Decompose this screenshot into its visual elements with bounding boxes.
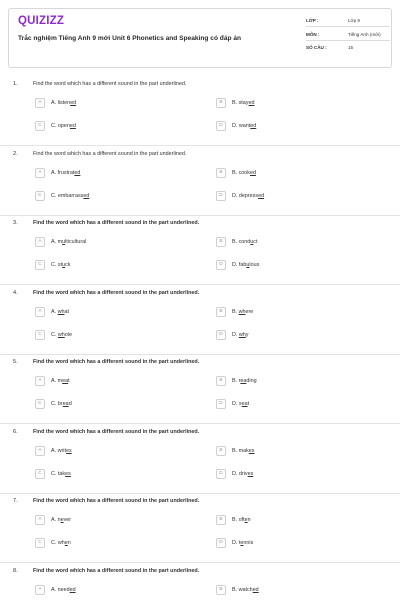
option-d[interactable] xyxy=(216,330,386,342)
option-letter-box: C xyxy=(35,191,45,201)
option-text-part: watch xyxy=(238,586,253,593)
option-b[interactable] xyxy=(216,237,386,249)
option-label xyxy=(232,309,253,315)
option-label xyxy=(51,587,76,593)
option-letter-box: C xyxy=(35,260,45,270)
option-text-part: C. xyxy=(51,539,58,546)
option-letter-box: A xyxy=(35,237,45,247)
option-text-part: B. xyxy=(232,308,239,315)
option-letter-box: A xyxy=(35,376,45,386)
option-text-part: D. xyxy=(232,122,239,129)
option-text-part: cook xyxy=(238,169,250,176)
question-text: Find the word which has a different sound in the part underlined. xyxy=(33,151,187,157)
option-text-part: A. xyxy=(51,99,58,106)
option-label xyxy=(232,540,253,546)
underlined-part: ed xyxy=(258,192,265,199)
option-label xyxy=(51,123,76,129)
underlined-part: ed xyxy=(249,169,256,176)
option-label xyxy=(232,448,254,454)
underlined-part: u xyxy=(250,238,254,245)
question-text: Find the word which has a different sound in the part underlined. xyxy=(33,568,200,574)
option-letter-box: D xyxy=(216,330,226,340)
option-text-part: C. xyxy=(51,122,58,129)
option-letter-box: B xyxy=(216,515,226,525)
option-text-part: D. xyxy=(232,261,239,268)
underlined-part: es xyxy=(65,447,72,454)
underlined-part: es xyxy=(248,447,255,454)
option-text-part: open xyxy=(57,122,70,129)
option-c[interactable] xyxy=(35,538,205,550)
option-text-part: t xyxy=(68,377,70,384)
option-d[interactable] xyxy=(216,469,386,481)
option-c[interactable] xyxy=(35,121,205,133)
option-text-part: listen xyxy=(57,99,71,106)
option-text-part: nnis xyxy=(243,539,254,546)
underlined-part: ed xyxy=(70,99,77,106)
option-label xyxy=(51,309,69,315)
option-text-part: C. xyxy=(51,331,58,338)
option-b[interactable] xyxy=(216,446,386,458)
option-text-part: ere xyxy=(245,308,254,315)
option-text-part: lticultural xyxy=(65,238,87,245)
option-b[interactable] xyxy=(216,376,386,388)
option-label xyxy=(232,378,257,384)
question-1 xyxy=(0,81,400,151)
underlined-part: ed xyxy=(69,586,76,593)
option-text-part: C. xyxy=(51,470,58,477)
question-7 xyxy=(0,498,400,568)
option-a[interactable] xyxy=(35,307,205,319)
question-number: 6. xyxy=(13,429,18,435)
option-text-part: B. xyxy=(232,238,239,245)
worksheet-title: Trắc nghiệm Tiếng Anh 9 mới Unit 6 Phonetics and Speaking có đáp án xyxy=(18,35,242,42)
option-letter-box: C xyxy=(35,330,45,340)
option-text-part: n xyxy=(67,539,71,546)
underlined-part: ea xyxy=(241,400,248,407)
meta-value: Tiếng Anh (mới) xyxy=(348,31,381,37)
option-label xyxy=(51,401,72,407)
question-5 xyxy=(0,359,400,429)
option-letter-box: B xyxy=(216,168,226,178)
option-text-part: m xyxy=(57,238,63,245)
option-label xyxy=(232,471,253,477)
underlined-part: e xyxy=(60,516,64,523)
option-label xyxy=(232,170,256,176)
meta-value: 15 xyxy=(348,45,354,50)
option-letter-box: A xyxy=(35,446,45,456)
option-c[interactable] xyxy=(35,191,205,203)
option-label xyxy=(232,239,258,245)
option-letter-box: C xyxy=(35,538,45,548)
question-2 xyxy=(0,151,400,221)
option-text-part: s xyxy=(238,400,242,407)
question-8 xyxy=(0,568,400,600)
option-text-part: y xyxy=(245,331,249,338)
option-d[interactable] xyxy=(216,121,386,133)
underlined-part: ed xyxy=(252,586,259,593)
option-letter-box: D xyxy=(216,260,226,270)
question-text: Find the word which has a different sound in the part underlined. xyxy=(33,81,187,87)
option-text-part: ver xyxy=(63,516,72,523)
question-number: 7. xyxy=(13,498,18,504)
option-text-part: B. xyxy=(232,516,239,523)
underlined-part: u xyxy=(62,238,66,245)
question-divider xyxy=(0,493,400,494)
option-a[interactable] xyxy=(35,585,205,597)
underlined-part: ed xyxy=(83,192,90,199)
meta-value: Lớp 9 xyxy=(348,18,360,23)
option-letter-box: D xyxy=(216,191,226,201)
option-text-part: D. xyxy=(232,470,239,477)
question-text: Find the word which has a different sound in the part underlined. xyxy=(33,290,200,296)
option-label xyxy=(51,170,80,176)
option-label xyxy=(232,587,259,593)
option-text-part: d xyxy=(68,400,72,407)
quizizz-logo: QUIZIZZ xyxy=(18,15,65,27)
option-letter-box: D xyxy=(216,538,226,548)
option-letter-box: A xyxy=(35,307,45,317)
option-text-part: B. xyxy=(232,586,239,593)
option-a[interactable] xyxy=(35,168,205,180)
option-text-part: D. xyxy=(232,400,239,407)
meta-key: SỐ CÂU : xyxy=(306,45,327,50)
option-text-part: A. xyxy=(51,516,58,523)
option-text-part: oft xyxy=(238,516,245,523)
option-a[interactable] xyxy=(35,515,205,527)
question-number: 1. xyxy=(13,81,18,87)
question-text: Find the word which has a different sound in the part underlined. xyxy=(33,359,200,365)
question-number: 2. xyxy=(13,151,18,157)
option-text-part: n xyxy=(57,516,61,523)
option-letter-box: D xyxy=(216,399,226,409)
option-text-part: t xyxy=(238,539,241,546)
underlined-part: ed xyxy=(250,122,257,129)
option-a[interactable] xyxy=(35,446,205,458)
option-d[interactable] xyxy=(216,399,386,411)
option-text-part: wh xyxy=(57,539,65,546)
question-text: Find the word which has a different sound in the part underlined. xyxy=(33,429,200,435)
option-text-part: B. xyxy=(232,169,239,176)
option-text-part: st xyxy=(57,261,63,268)
option-letter-box: C xyxy=(35,399,45,409)
question-number: 4. xyxy=(13,290,18,296)
underlined-part: e xyxy=(240,539,244,546)
option-text-part: lous xyxy=(249,261,260,268)
option-text-part: depress xyxy=(238,192,259,199)
option-label xyxy=(232,100,254,106)
option-c[interactable] xyxy=(35,469,205,481)
option-d[interactable] xyxy=(216,538,386,550)
option-text-part: D. xyxy=(232,331,239,338)
option-letter-box: C xyxy=(35,469,45,479)
underlined-part: wh xyxy=(238,308,246,315)
option-label xyxy=(51,471,71,477)
option-label xyxy=(51,332,72,338)
option-text-part: C. xyxy=(51,400,58,407)
option-b[interactable] xyxy=(216,307,386,319)
option-text-part: D. xyxy=(232,539,239,546)
option-text-part: A. xyxy=(51,377,58,384)
meta-key: MÔN : xyxy=(306,31,320,37)
underlined-part: e xyxy=(64,539,68,546)
option-letter-box: B xyxy=(216,98,226,108)
meta-divider xyxy=(306,26,390,27)
option-text-part: embarrass xyxy=(57,192,84,199)
option-text-part: m xyxy=(57,377,63,384)
option-text-part: r xyxy=(238,377,241,384)
option-text-part: frustrat xyxy=(57,169,75,176)
question-divider xyxy=(0,562,400,563)
option-text-part: ct xyxy=(253,238,258,245)
option-letter-box: B xyxy=(216,237,226,247)
option-label xyxy=(51,239,86,245)
option-label xyxy=(51,262,70,268)
option-text-part: A. xyxy=(51,586,58,593)
option-b[interactable] xyxy=(216,515,386,527)
option-text-part: need xyxy=(57,586,70,593)
meta-key: LỚP : xyxy=(306,18,319,23)
option-label xyxy=(51,378,70,384)
option-letter-box: B xyxy=(216,307,226,317)
underlined-part: wh xyxy=(57,308,65,315)
question-text: Find the word which has a different sound in the part underlined. xyxy=(33,220,200,226)
option-label xyxy=(51,193,89,199)
question-number: 3. xyxy=(13,220,18,226)
option-letter-box: D xyxy=(216,121,226,131)
option-text-part: C. xyxy=(51,192,58,199)
option-a[interactable] xyxy=(35,237,205,249)
underlined-part: ed xyxy=(248,99,255,106)
option-text-part: mak xyxy=(238,447,249,454)
question-text: Find the word which has a different sound in the part underlined. xyxy=(33,498,200,504)
worksheet-header xyxy=(8,8,392,68)
question-6 xyxy=(0,429,400,499)
meta-divider xyxy=(306,40,390,41)
underlined-part: ea xyxy=(62,400,69,407)
meta-row-class xyxy=(306,17,390,31)
underlined-part: es xyxy=(65,470,71,477)
question-4 xyxy=(0,290,400,360)
option-label xyxy=(51,517,71,523)
underlined-part: ed xyxy=(74,169,81,176)
meta-row-count xyxy=(306,44,390,58)
option-text-part: D. xyxy=(232,192,239,199)
option-text-part: at xyxy=(64,308,69,315)
option-c[interactable] xyxy=(35,399,205,411)
underlined-part: wh xyxy=(238,331,246,338)
option-label xyxy=(232,123,256,129)
option-letter-box: B xyxy=(216,446,226,456)
option-letter-box: A xyxy=(35,98,45,108)
option-d[interactable] xyxy=(216,191,386,203)
question-divider xyxy=(0,354,400,355)
meta-row-subject xyxy=(306,31,390,45)
question-divider xyxy=(0,284,400,285)
option-text-part: br xyxy=(57,400,63,407)
option-text-part: n xyxy=(247,516,251,523)
option-b[interactable] xyxy=(216,585,386,597)
option-text-part: tak xyxy=(57,470,66,477)
option-letter-box: A xyxy=(35,515,45,525)
option-text-part: B. xyxy=(232,447,239,454)
option-text-part: B. xyxy=(232,99,239,106)
question-3 xyxy=(0,220,400,290)
underlined-part: e xyxy=(244,516,248,523)
underlined-part: es xyxy=(247,470,254,477)
option-text-part: A. xyxy=(51,169,58,176)
option-b[interactable] xyxy=(216,98,386,110)
option-letter-box: C xyxy=(35,121,45,131)
underlined-part: wh xyxy=(57,331,65,338)
option-text-part: ole xyxy=(64,331,72,338)
option-label xyxy=(232,332,249,338)
option-letter-box: D xyxy=(216,469,226,479)
option-text-part: ding xyxy=(246,377,257,384)
option-text-part: C. xyxy=(51,261,58,268)
question-divider xyxy=(0,423,400,424)
question-number: 5. xyxy=(13,359,18,365)
option-label xyxy=(232,262,259,268)
option-label xyxy=(51,448,72,454)
option-label xyxy=(232,193,264,199)
underlined-part: ea xyxy=(240,377,247,384)
option-text-part: driv xyxy=(238,470,248,477)
option-c[interactable] xyxy=(35,260,205,272)
option-text-part: want xyxy=(238,122,251,129)
option-text-part: ck xyxy=(65,261,71,268)
option-c[interactable] xyxy=(35,330,205,342)
option-label xyxy=(232,517,251,523)
option-letter-box: B xyxy=(216,376,226,386)
option-text-part: cond xyxy=(238,238,251,245)
question-divider xyxy=(0,145,400,146)
option-label xyxy=(232,401,249,407)
option-text-part: B. xyxy=(232,377,239,384)
underlined-part: ed xyxy=(69,122,76,129)
option-text-part: A. xyxy=(51,447,58,454)
question-number: 8. xyxy=(13,568,18,574)
underlined-part: u xyxy=(246,261,250,268)
option-letter-box: B xyxy=(216,585,226,595)
option-d[interactable] xyxy=(216,260,386,272)
option-text-part: stay xyxy=(238,99,249,106)
underlined-part: ea xyxy=(62,377,69,384)
option-a[interactable] xyxy=(35,376,205,388)
question-divider xyxy=(0,215,400,216)
option-text-part: A. xyxy=(51,238,58,245)
option-letter-box: A xyxy=(35,168,45,178)
option-b[interactable] xyxy=(216,168,386,180)
option-text-part: t xyxy=(247,400,250,407)
underlined-part: u xyxy=(62,261,66,268)
option-text-part: A. xyxy=(51,308,58,315)
option-text-part: fab xyxy=(238,261,247,268)
option-text-part: writ xyxy=(57,447,66,454)
option-label xyxy=(51,100,76,106)
option-label xyxy=(51,540,71,546)
option-a[interactable] xyxy=(35,98,205,110)
worksheet-meta xyxy=(306,17,390,58)
option-letter-box: A xyxy=(35,585,45,595)
